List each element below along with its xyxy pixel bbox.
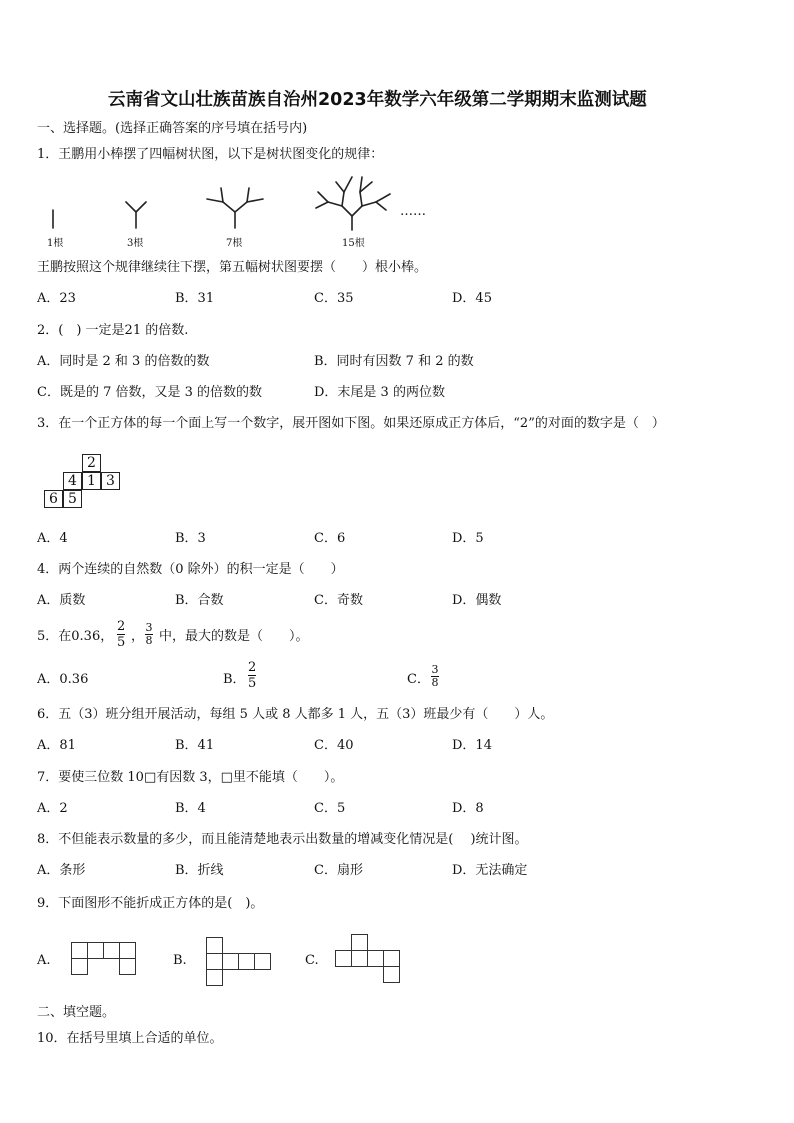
- question-1-stem: 1．王鹏用小棒摆了四幅树状图，以下是树状图变化的规律：: [37, 147, 384, 162]
- question-6-stem: 6．五（3）班分组开展活动，每组 5 人或 8 人都多 1 人，五（3）班最少有（ ）人。: [37, 707, 554, 722]
- tree-4: [316, 177, 390, 230]
- tree-label-1: 1根: [47, 238, 64, 249]
- fraction-numerator: 3: [145, 621, 153, 634]
- q5-fraction-2-5: [117, 619, 125, 650]
- q6-option-a[interactable]: A．81: [37, 738, 76, 753]
- net-cell-6: 6: [44, 490, 63, 508]
- q4-option-b[interactable]: B．合数: [175, 593, 224, 608]
- q4-option-c[interactable]: C．奇数: [314, 593, 363, 608]
- question-4-stem: 4．两个连续的自然数（0 除外）的积一定是（ ）: [37, 562, 344, 577]
- q9-option-b[interactable]: B.: [173, 953, 187, 968]
- q2-option-b[interactable]: B．同时有因数 7 和 2 的数: [314, 354, 474, 369]
- question-5-stem-start: 5．在0.36，: [37, 629, 114, 644]
- q5-option-a[interactable]: A．0.36: [37, 672, 89, 687]
- fraction-denominator: 8: [431, 676, 439, 689]
- net-cell-5: 5: [63, 490, 82, 508]
- section-heading-fill: 二、填空题。: [37, 1005, 116, 1020]
- q3-option-d[interactable]: D．5: [452, 531, 484, 546]
- question-10-stem: 10．在括号里填上合适的单位。: [37, 1031, 223, 1046]
- q7-option-b[interactable]: B．4: [175, 801, 206, 816]
- question-7-stem: 7．要使三位数 10□有因数 3，□里不能填（ ）。: [37, 770, 344, 785]
- page-title: 云南省文山壮族苗族自治州2023年数学六年级第二学期期末监测试题: [108, 90, 647, 110]
- q8-option-a[interactable]: A．条形: [37, 863, 86, 878]
- question-2-stem: 2．( ) 一定是21 的倍数.: [37, 323, 189, 338]
- fraction-denominator: 8: [145, 634, 153, 647]
- tree-label-3: 7根: [226, 238, 243, 249]
- tree-ellipsis: ……: [400, 204, 426, 219]
- q1-option-b[interactable]: B．31: [175, 291, 215, 306]
- fraction-numerator: 2: [117, 619, 126, 634]
- section-heading-choice: 一、选择题。(选择正确答案的序号填在括号内): [37, 121, 308, 136]
- q7-option-a[interactable]: A．2: [37, 801, 68, 816]
- q3-option-a[interactable]: A．4: [37, 531, 68, 546]
- q2-option-d[interactable]: D．末尾是 3 的两位数: [314, 385, 445, 400]
- q5-fraction-3-8: [145, 622, 153, 647]
- q3-option-b[interactable]: B．3: [175, 531, 206, 546]
- question-1-follow: 王鹏按照这个规律继续往下摆，第五幅树状图要摆（ ）根小棒。: [37, 260, 428, 275]
- net-cell-2: 2: [82, 454, 101, 472]
- q5-option-c-fraction: [431, 664, 439, 689]
- q5-option-c[interactable]: C．: [407, 672, 430, 687]
- tree-label-4: 15根: [342, 238, 365, 249]
- q9-option-c[interactable]: C.: [305, 953, 319, 968]
- q6-option-d[interactable]: D．14: [452, 738, 492, 753]
- q1-option-c[interactable]: C．35: [314, 291, 354, 306]
- net-cell-4: 4: [63, 472, 82, 490]
- question-5-stem-end: 中，最大的数是（ ）。: [159, 629, 309, 644]
- q6-option-b[interactable]: B．41: [175, 738, 215, 753]
- q8-option-d[interactable]: D．无法确定: [452, 863, 528, 878]
- q7-option-d[interactable]: D．8: [452, 801, 484, 816]
- q1-option-a[interactable]: A．23: [37, 291, 76, 306]
- question-9-stem: 9．下面图形不能折成正方体的是( )。: [37, 896, 264, 911]
- q3-option-c[interactable]: C．6: [314, 531, 346, 546]
- q6-option-c[interactable]: C．40: [314, 738, 354, 753]
- q5-comma: ，: [131, 629, 145, 644]
- q8-option-b[interactable]: B．折线: [175, 863, 224, 878]
- q4-option-d[interactable]: D．偶数: [452, 593, 502, 608]
- net-cell-1: 1: [82, 472, 101, 490]
- q9-option-a[interactable]: A.: [37, 953, 51, 968]
- tree-label-2: 3根: [127, 238, 144, 249]
- net-cell-3: 3: [101, 472, 120, 490]
- q2-option-c[interactable]: C．既是的 7 倍数，又是 3 的倍数的数: [37, 385, 263, 400]
- q8-option-c[interactable]: C．扇形: [314, 863, 363, 878]
- q1-option-d[interactable]: D．45: [452, 291, 492, 306]
- fraction-numerator: 2: [248, 660, 257, 675]
- tree-3: [207, 188, 263, 228]
- q5-option-b[interactable]: B．: [223, 672, 246, 687]
- q4-option-a[interactable]: A．质数: [37, 593, 86, 608]
- q7-option-c[interactable]: C．5: [314, 801, 346, 816]
- q5-option-b-fraction: [248, 660, 256, 691]
- question-8-stem: 8．不但能表示数量的多少，而且能清楚地表示出数量的增减变化情况是( )统计图。: [37, 832, 528, 847]
- fraction-denominator: 5: [117, 635, 126, 650]
- q2-option-a[interactable]: A．同时是 2 和 3 的倍数的数: [37, 354, 210, 369]
- fraction-numerator: 3: [431, 663, 439, 676]
- question-3-stem: 3．在一个正方体的每一个面上写一个数字，展开图如下图。如果还原成正方体后，“2”的对面的数字是（ ）: [37, 416, 665, 431]
- tree-2: [126, 202, 146, 228]
- fraction-denominator: 5: [248, 676, 257, 691]
